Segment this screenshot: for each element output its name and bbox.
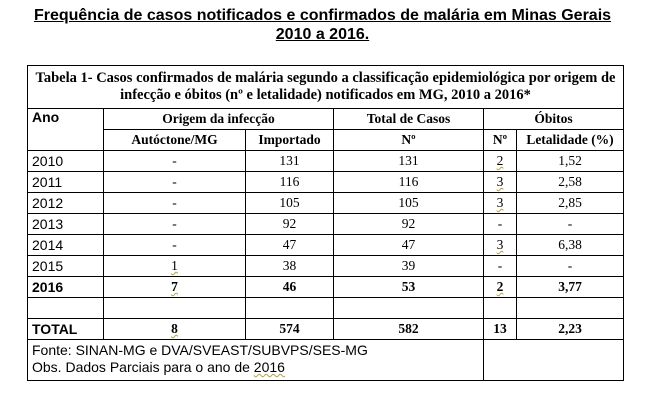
page-title (20, 6, 625, 44)
cell-autoctone: - (104, 193, 246, 214)
header-n-casos: Nº (334, 130, 484, 151)
cell-obitos: - (484, 214, 517, 235)
empty-row (28, 298, 624, 319)
cell-ano: 2014 (28, 235, 104, 256)
obs-note (32, 359, 479, 376)
header-obitos: Óbitos (484, 109, 624, 130)
cell-autoctone: - (104, 235, 246, 256)
total-label: TOTAL (28, 319, 104, 340)
cell-autoctone: - (104, 172, 246, 193)
cell-letalidade: 2,85 (517, 193, 624, 214)
empty-source-cell (484, 340, 624, 381)
table-row (28, 214, 624, 235)
cell-total: 39 (334, 256, 484, 277)
cell-total: 47 (334, 235, 484, 256)
total-obitos: 13 (484, 319, 517, 340)
total-casos: 582 (334, 319, 484, 340)
cell-ano: 2012 (28, 193, 104, 214)
cell-obitos: 2 (484, 151, 517, 172)
cell-ano: 2010 (28, 151, 104, 172)
table-row (28, 277, 624, 298)
total-importado: 574 (246, 319, 334, 340)
cell-importado: 46 (246, 277, 334, 298)
cell-autoctone: 1 (104, 256, 246, 277)
obs-year: 2016 (253, 359, 285, 375)
cell-autoctone: - (104, 151, 246, 172)
table-row (28, 256, 624, 277)
cell-obitos: 3 (484, 193, 517, 214)
table-row (28, 235, 624, 256)
cell-letalidade: - (517, 256, 624, 277)
cell-letalidade: 6,38 (517, 235, 624, 256)
header-n-obitos: Nº (484, 130, 517, 151)
cell-obitos: 3 (484, 235, 517, 256)
cell-ano: 2015 (28, 256, 104, 277)
cell-ano: 2013 (28, 214, 104, 235)
cell-importado: 38 (246, 256, 334, 277)
cell-importado: 47 (246, 235, 334, 256)
cell-total: 131 (334, 151, 484, 172)
cell-obitos: 3 (484, 172, 517, 193)
table-row (28, 151, 624, 172)
cell-total: 116 (334, 172, 484, 193)
header-letalidade: Letalidade (%) (517, 130, 624, 151)
header-autoctone: Autóctone/MG (104, 130, 246, 151)
cell-letalidade: 2,58 (517, 172, 624, 193)
table-row (28, 172, 624, 193)
cell-importado: 105 (246, 193, 334, 214)
cell-letalidade: - (517, 214, 624, 235)
cell-obitos: 2 (484, 277, 517, 298)
table-row (28, 193, 624, 214)
cell-ano: 2011 (28, 172, 104, 193)
total-letalidade: 2,23 (517, 319, 624, 340)
header-origem: Origem da infecção (104, 109, 334, 130)
page-title-line2: 2010 a 2016. (275, 26, 370, 43)
cell-importado: 131 (246, 151, 334, 172)
cell-total: 53 (334, 277, 484, 298)
table-caption: Tabela 1- Casos confirmados de malária segundo a classificação epidemiológica por origem de infecção e óbitos (nº e letalidade) notificados em MG, 2010 a 2016* (28, 66, 624, 109)
cell-autoctone: 7 (104, 277, 246, 298)
page-title-line1: Frequência de casos notificados e confirmados de malária em Minas Gerais (33, 7, 612, 24)
cell-letalidade: 3,77 (517, 277, 624, 298)
cell-autoctone: - (104, 214, 246, 235)
header-importado: Importado (246, 130, 334, 151)
header-total-casos: Total de Casos (334, 109, 484, 130)
total-autoctone: 8 (104, 319, 246, 340)
cell-importado: 116 (246, 172, 334, 193)
total-row (28, 319, 624, 340)
source-note (28, 340, 484, 381)
cell-total: 105 (334, 193, 484, 214)
cell-ano: 2016 (28, 277, 104, 298)
cell-total: 92 (334, 214, 484, 235)
cell-importado: 92 (246, 214, 334, 235)
malaria-table (27, 65, 624, 381)
cell-letalidade: 1,52 (517, 151, 624, 172)
header-ano: Ano (28, 109, 104, 151)
source-text: Fonte: SINAN-MG e DVA/SVEAST/SUBVPS/SES-MG (32, 342, 368, 358)
obs-text: Obs. Dados Parciais para o ano de (32, 359, 254, 375)
cell-obitos: - (484, 256, 517, 277)
